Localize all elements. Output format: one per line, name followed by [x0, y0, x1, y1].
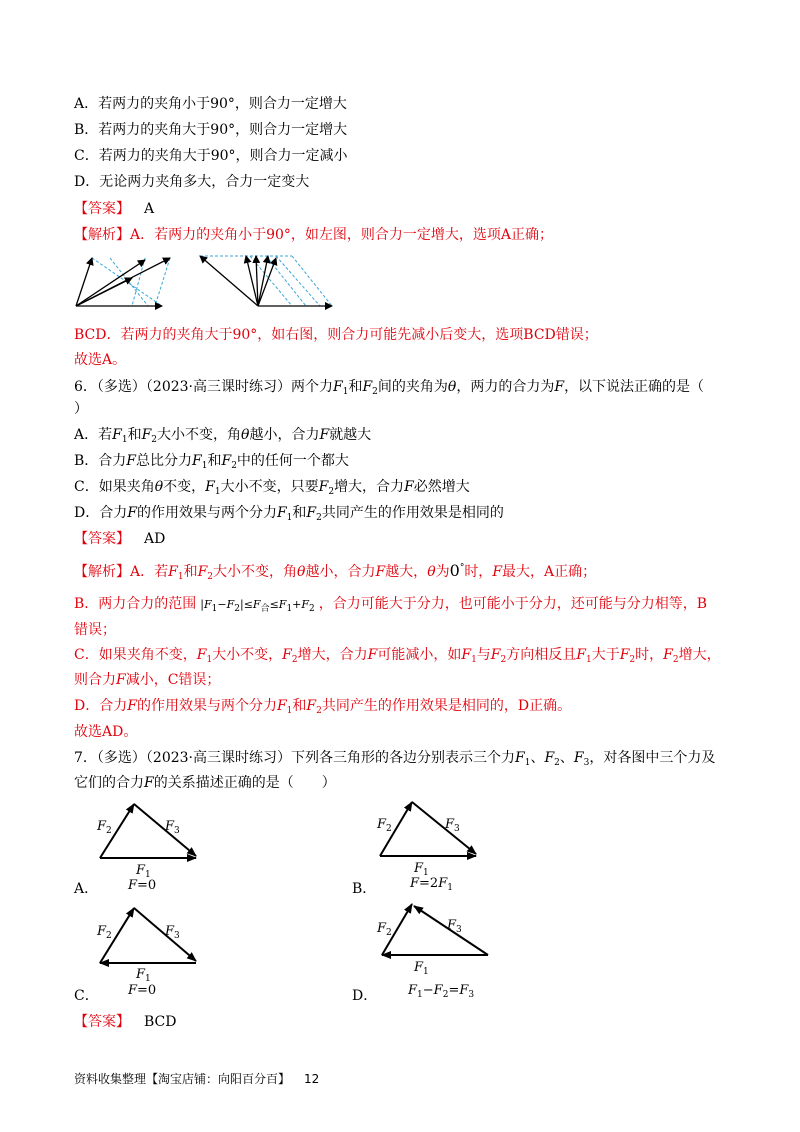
- q5-option-d: D．无论两力夹角多大，合力一定变大: [74, 174, 310, 190]
- subscript: 1: [177, 572, 184, 582]
- q7-option-b-caption: $F=2F_1$: [410, 876, 453, 893]
- answer-value: BCD: [144, 1014, 177, 1030]
- subscript: 1: [201, 461, 208, 471]
- subscript: 2: [372, 387, 378, 397]
- symbol-f3: F: [459, 983, 469, 998]
- force-range-formula: $|F_1-F_2|\le F_合\le F_1+F_2$: [200, 598, 315, 614]
- text: ，合力可能大于分力，也可能小于分力，还可能与分力相等，B: [318, 596, 708, 612]
- text: C．如果夹角: [74, 479, 155, 495]
- triangle-c: [100, 908, 196, 963]
- symbol-f: F: [319, 427, 330, 443]
- label-f3: $F_3$: [445, 817, 460, 834]
- q5-parallelogram-diagram: [70, 248, 340, 316]
- label-f3: $F_3$: [165, 924, 180, 941]
- text: 方向相反且: [506, 647, 577, 663]
- text: 就越大: [329, 427, 372, 443]
- q5-option-a: A．若两力的夹角小于90°，则合力一定增大: [74, 96, 347, 112]
- q7-option-a-label: A．: [74, 881, 99, 897]
- symbol-f: F: [367, 647, 378, 663]
- q6-stem-close: ）: [74, 401, 88, 417]
- q6-option-a: [74, 425, 371, 450]
- symbol-f1: F: [576, 647, 586, 663]
- q6-conclusion: 故选AD。: [74, 724, 138, 740]
- text: 不变，: [163, 479, 206, 495]
- symbol-f: F: [554, 379, 565, 395]
- q5-analysis-2: BCD．若两力的夹角大于90°，如右图，则合力可能先减小后变大，选项BCD错误；: [74, 327, 598, 343]
- symbol-f1: F: [515, 750, 525, 766]
- symbol-f1: F: [112, 427, 122, 443]
- degree-sign: °: [459, 563, 465, 573]
- triangle-a: [100, 804, 196, 858]
- q6-option-d: [74, 503, 504, 528]
- subscript: 2: [500, 655, 507, 665]
- answer-value: A: [144, 201, 155, 217]
- symbol-f2: F: [226, 598, 235, 611]
- subscript: 1: [121, 435, 128, 445]
- text: 必然增大: [413, 479, 470, 495]
- label-f1: $F_1$: [136, 863, 151, 880]
- label-f1: $F_1$: [136, 967, 151, 984]
- symbol-f1: F: [204, 598, 212, 611]
- answer-tag: 【答案】: [74, 531, 130, 547]
- symbol-f: F: [492, 564, 503, 580]
- symbol-f1: F: [408, 983, 418, 998]
- symbol-f1: F: [278, 598, 287, 611]
- q7-option-d-caption: $F_1-F_2=F_3$: [408, 983, 475, 1000]
- text: 大于: [591, 647, 620, 663]
- symbol-f2: F: [663, 647, 673, 663]
- footer-text: 资料收集整理【淘宝店铺：向阳百分百】: [74, 1072, 291, 1086]
- q7-option-d-label: D．: [352, 988, 378, 1004]
- symbol-f2: F: [433, 983, 443, 998]
- answer-tag: 【答案】: [74, 201, 130, 217]
- symbol-theta: θ: [297, 564, 306, 580]
- q5-answer-row: [74, 199, 154, 219]
- subscript: 2: [554, 758, 560, 768]
- text: 增大，合力: [334, 479, 405, 495]
- text: 越大，: [385, 564, 428, 580]
- text: 时，: [635, 647, 664, 663]
- subscript: 2: [231, 461, 237, 471]
- label-f1: $F_1$: [414, 861, 429, 878]
- subscript: 2: [291, 655, 298, 665]
- subscript: 1: [417, 990, 423, 1000]
- symbol-f1: F: [205, 479, 215, 495]
- text: 的作用效果与两个分力: [136, 505, 277, 521]
- text: 和: [348, 379, 363, 395]
- q7-option-c-label: C．: [74, 988, 99, 1004]
- symbol-f2: F: [282, 647, 292, 663]
- page-number: 12: [304, 1072, 320, 1086]
- label-f3: $F_3$: [447, 918, 462, 935]
- q6-option-c: [74, 477, 470, 502]
- text: ，以下说法正确的是（: [564, 379, 705, 395]
- text: 和: [127, 427, 142, 443]
- symbol-f2: F: [306, 505, 317, 521]
- symbol-f2: F: [141, 427, 152, 443]
- text: 最大，A正确；: [502, 564, 597, 580]
- text: 与: [476, 647, 491, 663]
- left-figure: [76, 258, 170, 306]
- text: D．合力: [74, 698, 128, 714]
- symbol-f1: F: [461, 647, 472, 663]
- q6-analysis-c-2: [74, 670, 220, 690]
- q6-stem-text: 6．（多选）（2023·高三课时练习）两个力: [74, 379, 333, 395]
- text: D．合力: [74, 505, 128, 521]
- symbol-f3: F: [573, 750, 584, 766]
- q6-stem: [74, 377, 704, 402]
- text: 和: [292, 505, 307, 521]
- q6-analysis-d: [74, 696, 571, 721]
- subscript: 3: [468, 990, 475, 1000]
- subscript: 1: [342, 387, 349, 397]
- symbol-f: F: [116, 672, 126, 688]
- text: 的关系描述正确的是（ ）: [153, 775, 336, 791]
- symbol-f1: F: [276, 505, 287, 521]
- subscript: 1: [524, 758, 531, 768]
- text: 增大，合力: [297, 647, 368, 663]
- q7-stem: [74, 748, 715, 773]
- q5-option-c: C．若两力的夹角大于90°，则合力一定减小: [74, 148, 348, 164]
- page-footer: [74, 1070, 319, 1087]
- subscript: 1: [214, 487, 221, 497]
- q6-analysis-b-2: 错误；: [74, 622, 116, 638]
- q7-option-b-label: B．: [352, 881, 377, 897]
- subscript: 1: [286, 513, 293, 523]
- subscript: 2: [672, 655, 679, 665]
- text: 则合力: [74, 672, 116, 688]
- symbol-f: F: [410, 876, 420, 891]
- text: 越小，合力: [305, 564, 376, 580]
- symbol-f: F: [375, 564, 386, 580]
- symbol-f2: F: [619, 647, 630, 663]
- symbol-f: F: [127, 505, 137, 521]
- text: 中的任何一个都大: [236, 453, 349, 469]
- subscript: 1: [286, 604, 293, 614]
- label-f1: $F_1$: [414, 960, 429, 977]
- symbol-f: F: [128, 878, 138, 893]
- subscript: 2: [309, 604, 315, 614]
- label-f3: $F_3$: [165, 819, 180, 836]
- symbol-f1: F: [192, 453, 202, 469]
- subscript: 1: [471, 655, 477, 665]
- subscript: 2: [234, 604, 240, 614]
- label-f2: $F_2$: [377, 921, 392, 938]
- symbol-f2: F: [197, 564, 208, 580]
- subscript: 1: [206, 655, 213, 665]
- text: 总比分力: [136, 453, 193, 469]
- answer-tag: 【答案】: [74, 1014, 130, 1030]
- symbol-f: F: [252, 598, 261, 611]
- symbol-f: F: [127, 698, 137, 714]
- q6-analysis-c: [74, 645, 721, 670]
- symbol-theta: θ: [154, 479, 164, 495]
- symbol-f2: F: [544, 750, 555, 766]
- q6-analysis-a: [74, 558, 596, 587]
- text: 越小，合力: [249, 427, 320, 443]
- q7-triangle-figures: [0, 790, 800, 1010]
- symbol-f1: F: [196, 647, 207, 663]
- symbol-f1: F: [276, 698, 287, 714]
- subscript: 2: [151, 435, 158, 445]
- text: 共同产生的作用效果是相同的，D正确。: [321, 698, 572, 714]
- text: B．两力合力的范围: [74, 596, 197, 612]
- symbol-theta: θ: [241, 427, 250, 443]
- text: 大小不变，角: [213, 564, 298, 580]
- text: C．如果夹角不变，: [74, 647, 197, 663]
- text: 共同产生的作用效果是相同的: [321, 505, 504, 521]
- text: 为: [435, 564, 450, 580]
- answer-value: AD: [144, 531, 166, 547]
- triangle-b: [380, 802, 476, 856]
- text: A．若: [74, 427, 113, 443]
- text: 【解析】A．若: [74, 564, 169, 580]
- subscript: 2: [442, 990, 449, 1000]
- q6-option-b: [74, 451, 349, 476]
- symbol-f2: F: [362, 379, 373, 395]
- q7-option-c-caption: F=0: [128, 983, 157, 998]
- text: 间的夹角为: [377, 379, 448, 395]
- text: 时，: [464, 564, 493, 580]
- text: 和: [207, 453, 222, 469]
- symbol-f: F: [126, 453, 137, 469]
- subscript: 2: [316, 513, 322, 523]
- q7-option-a-caption: F=0: [128, 878, 157, 893]
- q5-option-b: B．若两力的夹角大于90°，则合力一定增大: [74, 122, 348, 138]
- subscript: 1: [211, 604, 218, 614]
- symbol-f1: F: [333, 379, 343, 395]
- symbol-theta: θ: [427, 564, 436, 580]
- text: ，对各图中三个力及: [589, 750, 716, 766]
- text: 、: [530, 750, 545, 766]
- symbol-f: F: [128, 983, 138, 998]
- subscript: 2: [316, 706, 322, 716]
- symbol-f2: F: [490, 647, 501, 663]
- symbol-theta: θ: [447, 379, 457, 395]
- text: 和: [183, 564, 198, 580]
- text: 大小不变，只要: [220, 479, 319, 495]
- right-figure: [200, 256, 332, 306]
- q6-analysis-b: [74, 594, 707, 619]
- q5-conclusion: 故选A。: [74, 352, 127, 368]
- symbol-f2: F: [318, 479, 329, 495]
- subscript: 2: [629, 655, 636, 665]
- q5-analysis-1: 【解析】A．若两力的夹角小于90°，如左图，则合力一定增大，选项A正确；: [74, 227, 554, 243]
- text: 大小不变，: [212, 647, 283, 663]
- subscript: 合: [260, 604, 270, 614]
- symbol-f1: F: [438, 876, 448, 891]
- symbol-f2: F: [306, 698, 317, 714]
- text: 的作用效果与两个分力: [136, 698, 277, 714]
- symbol-f: F: [144, 775, 154, 791]
- subscript: 1: [447, 883, 453, 893]
- symbol-f2: F: [301, 598, 310, 611]
- text: 可能减小，如: [377, 647, 462, 663]
- subscript: 2: [207, 572, 214, 582]
- text: 减小，C错误；: [125, 672, 221, 688]
- q6-answer-row: [74, 529, 165, 549]
- text: ，两力的合力为: [456, 379, 555, 395]
- text: 增大，: [678, 647, 721, 663]
- label-f2: $F_2$: [97, 819, 112, 836]
- text: 和: [292, 698, 307, 714]
- text: 大小不变，角: [157, 427, 242, 443]
- q7-answer-row: [74, 1012, 176, 1032]
- triangle-d: [382, 904, 488, 955]
- subscript: 1: [286, 706, 293, 716]
- text: 它们的合力: [74, 775, 144, 791]
- symbol-f: F: [404, 479, 414, 495]
- subscript: 1: [585, 655, 592, 665]
- symbol-f2: F: [221, 453, 232, 469]
- subscript: 2: [328, 487, 335, 497]
- text: B．合力: [74, 453, 127, 469]
- text: 、: [559, 750, 574, 766]
- label-f2: $F_2$: [97, 924, 112, 941]
- symbol-f1: F: [168, 564, 178, 580]
- label-f2: $F_2$: [377, 817, 392, 834]
- zero-value: 0: [449, 561, 460, 580]
- subscript: 3: [583, 758, 590, 768]
- text: 7．（多选）（2023·高三课时练习）下列各三角形的各边分别表示三个力: [74, 750, 515, 766]
